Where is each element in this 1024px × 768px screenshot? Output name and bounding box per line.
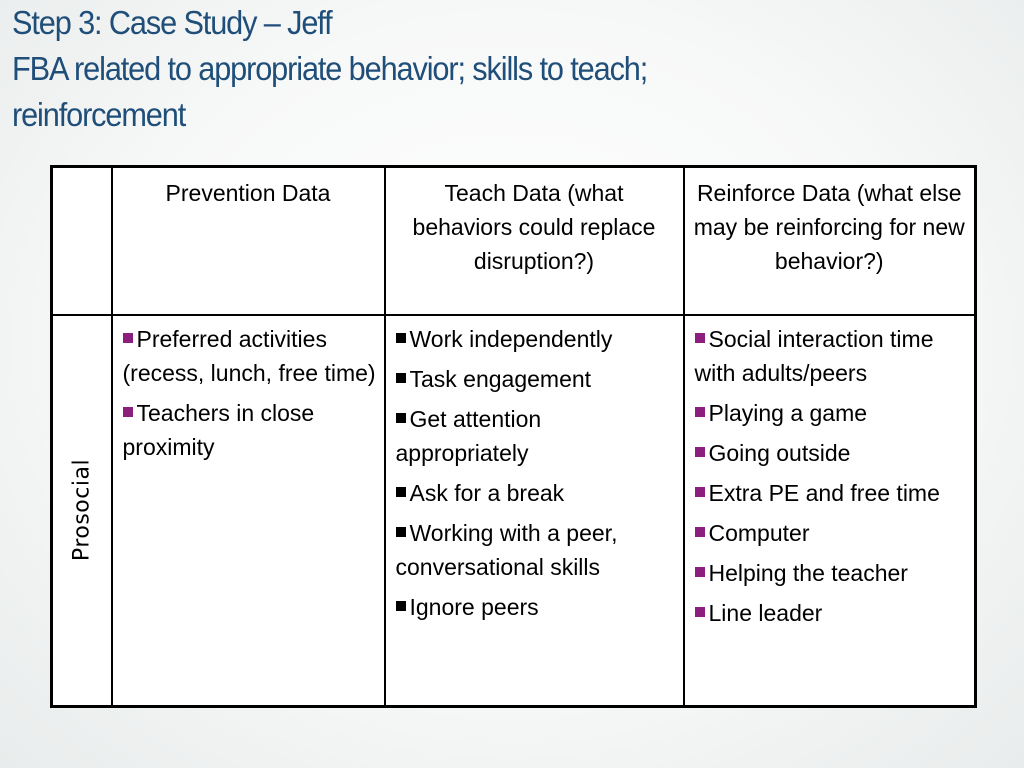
reinforce-data-cell (684, 315, 976, 707)
list-item (396, 590, 679, 624)
fba-table-container (50, 165, 974, 708)
list-item (695, 396, 971, 430)
list-item (396, 516, 679, 584)
square-bullet-icon (123, 333, 133, 343)
list-item (396, 476, 679, 510)
title-line-2: FBA related to appropriate behavior; skills to teach; (12, 50, 648, 87)
teach-data-cell (385, 315, 684, 707)
square-bullet-icon (396, 373, 406, 383)
list-item-text: Ask for a break (409, 479, 565, 506)
header-reinforce-data: Reinforce Data (what else may be reinforcing for new behavior?) (684, 167, 976, 315)
square-bullet-icon (695, 447, 705, 457)
slide-title (12, 0, 942, 138)
list-item (396, 402, 679, 470)
list-item-text: Extra PE and free time (708, 479, 940, 506)
prevention-data-cell (112, 315, 385, 707)
table-row-prosocial (52, 315, 976, 707)
list-item-text: Teachers in close proximity (122, 399, 315, 460)
square-bullet-icon (695, 333, 705, 343)
square-bullet-icon (396, 601, 406, 611)
square-bullet-icon (695, 487, 705, 497)
row-label-cell (52, 315, 112, 707)
list-item (695, 556, 971, 590)
fba-table (50, 165, 977, 708)
header-corner-cell (52, 167, 112, 315)
list-item-text: Task engagement (409, 365, 592, 392)
square-bullet-icon (396, 487, 406, 497)
table-header-row (52, 167, 976, 315)
list-item-text: Computer (708, 519, 810, 546)
list-item-text: Preferred activities (recess, lunch, free time) (122, 325, 376, 386)
list-item-text: Ignore peers (409, 593, 539, 620)
square-bullet-icon (396, 333, 406, 343)
list-item (695, 436, 971, 470)
square-bullet-icon (396, 413, 406, 423)
header-prevention-data: Prevention Data (112, 167, 385, 315)
square-bullet-icon (695, 527, 705, 537)
list-item-text: Going outside (708, 439, 851, 466)
list-item-text: Get attention appropriately (395, 405, 542, 466)
list-item (695, 476, 971, 510)
square-bullet-icon (695, 567, 705, 577)
square-bullet-icon (123, 407, 133, 417)
list-item-text: Helping the teacher (708, 559, 908, 586)
list-item-text: Line leader (708, 599, 823, 626)
list-item (123, 396, 380, 464)
list-item (695, 516, 971, 550)
title-line-3: reinforcement (12, 96, 186, 133)
row-label-prosocial: Prosocial (69, 459, 95, 562)
list-item (695, 596, 971, 630)
square-bullet-icon (695, 407, 705, 417)
teach-list (396, 322, 679, 624)
list-item-text: Social interaction time with adults/peers (694, 325, 934, 386)
list-item-text: Playing a game (708, 399, 868, 426)
reinforce-list (695, 322, 971, 630)
title-line-1: Step 3: Case Study – Jeff (12, 4, 332, 41)
square-bullet-icon (695, 607, 705, 617)
header-teach-data: Teach Data (what behaviors could replace disruption?) (385, 167, 684, 315)
list-item-text: Work independently (409, 325, 613, 352)
list-item (695, 322, 971, 390)
square-bullet-icon (396, 527, 406, 537)
prevention-list (123, 322, 380, 464)
list-item (123, 322, 380, 390)
list-item (396, 322, 679, 356)
list-item-text: Working with a peer, conversational skills (395, 519, 618, 580)
list-item (396, 362, 679, 396)
